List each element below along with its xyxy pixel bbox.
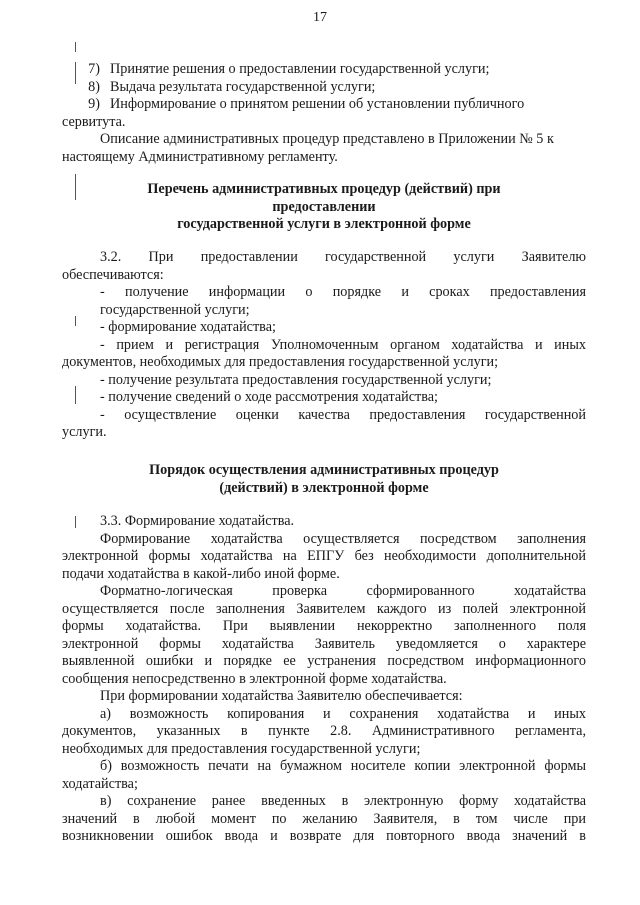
paragraph-line: обеспечиваются: xyxy=(62,266,164,283)
heading-line: предоставлении xyxy=(272,198,376,215)
paragraph-line: ходатайства; xyxy=(62,775,138,792)
page-number: 17 xyxy=(313,10,327,25)
bullet-item: - формирование ходатайства; xyxy=(100,319,276,335)
bullet-item-cont: документов, необходимых для предоставления государственной услуги; xyxy=(62,354,499,370)
list-text: Принятие решения о предоставлении государственной услуги; xyxy=(110,61,490,77)
paragraph-line: сообщения непосредственно в электронной форме ходатайства. xyxy=(62,670,447,687)
list-number: 7) xyxy=(88,61,100,77)
section-heading xyxy=(62,181,586,234)
paragraph-line: Формирование ходатайства осуществляется посредством заполнения xyxy=(100,530,586,547)
paragraph-line: электронной формы ходатайства Заявитель уведомляется о характере xyxy=(62,635,586,652)
paragraph-line: необходимых для предоставления государственной услуги; xyxy=(62,740,421,757)
paragraph-line: Форматно-логическая проверка сформированного ходатайства xyxy=(100,583,586,599)
paragraph-line: осуществляется после заполнения Заявителем каждого из полей электронной xyxy=(62,600,586,617)
bullet-item-cont: услуги. xyxy=(62,424,107,440)
paragraph-line: в) сохранение ранее введенных в электронную форму ходатайства xyxy=(100,793,586,809)
bullet-item: - получение информации о порядке и сроках предоставления xyxy=(100,284,586,300)
section-3-2 xyxy=(62,249,586,442)
list-item xyxy=(62,96,586,114)
paragraph-line: подачи ходатайства в какой-либо иной форме. xyxy=(62,565,340,582)
paragraph-line: значений в любой момент по желанию Заявителя, в том числе при xyxy=(62,810,586,827)
scan-mark xyxy=(75,42,76,52)
section-heading xyxy=(62,462,586,497)
bullet-item: - получение результата предоставления государственной услуги; xyxy=(100,371,492,388)
paragraph-line: формы ходатайства. При выявлении некорректно заполненного поля xyxy=(62,618,586,634)
paragraph-line: возникновении ошибок ввода и возврате для повторного ввода значений в xyxy=(62,828,586,844)
list-item xyxy=(62,61,586,79)
list-number: 9) xyxy=(88,96,100,112)
heading-line: (действий) в электронной форме xyxy=(219,479,429,496)
heading-line: Порядок осуществления административных процедур xyxy=(149,462,499,478)
paragraph-line: а) возможность копирования и сохранения ходатайства и иных xyxy=(100,705,586,722)
paragraph-line: б) возможность печати на бумажном носителе копии электронной формы xyxy=(100,758,586,774)
paragraph-line: электронной формы ходатайства на ЕПГУ без необходимости дополнительной xyxy=(62,548,586,564)
section-3-3 xyxy=(62,513,586,846)
paragraph-line: документов, указанных в пункте 2.8. Административного регламента, xyxy=(62,723,586,739)
paragraph-line: При формировании ходатайства Заявителю обеспечивается: xyxy=(100,688,463,704)
numbered-list xyxy=(62,61,586,166)
paragraph-line: выявленной ошибки и порядке ее устранения посредством информационного xyxy=(62,653,586,669)
list-text: Выдача результата государственной услуги; xyxy=(110,78,376,95)
bullet-item: - осуществление оценки качества предоставления государственной xyxy=(100,406,586,423)
bullet-item: - получение сведений о ходе рассмотрения ходатайства; xyxy=(100,389,438,405)
paragraph-line: 3.2. При предоставлении государственной услуги Заявителю xyxy=(100,249,586,265)
list-text: Информирование о принятом решении об установлении публичного xyxy=(110,96,525,112)
description-paragraph: Описание административных процедур представлено в Приложении № 5 к xyxy=(100,131,554,147)
subsection-title: 3.3. Формирование ходатайства. xyxy=(100,513,295,529)
list-number: 8) xyxy=(88,78,100,95)
description-paragraph-cont: настоящему Административному регламенту. xyxy=(62,148,338,165)
list-item xyxy=(62,79,586,97)
bullet-item: - прием и регистрация Уполномоченным органом ходатайства и иных xyxy=(100,336,586,353)
heading-line: государственной услуги в электронной форме xyxy=(177,216,471,232)
bullet-item-cont: государственной услуги; xyxy=(100,301,250,318)
heading-line: Перечень административных процедур (действий) при xyxy=(147,181,501,197)
list-text-continued: сервитута. xyxy=(62,113,126,130)
